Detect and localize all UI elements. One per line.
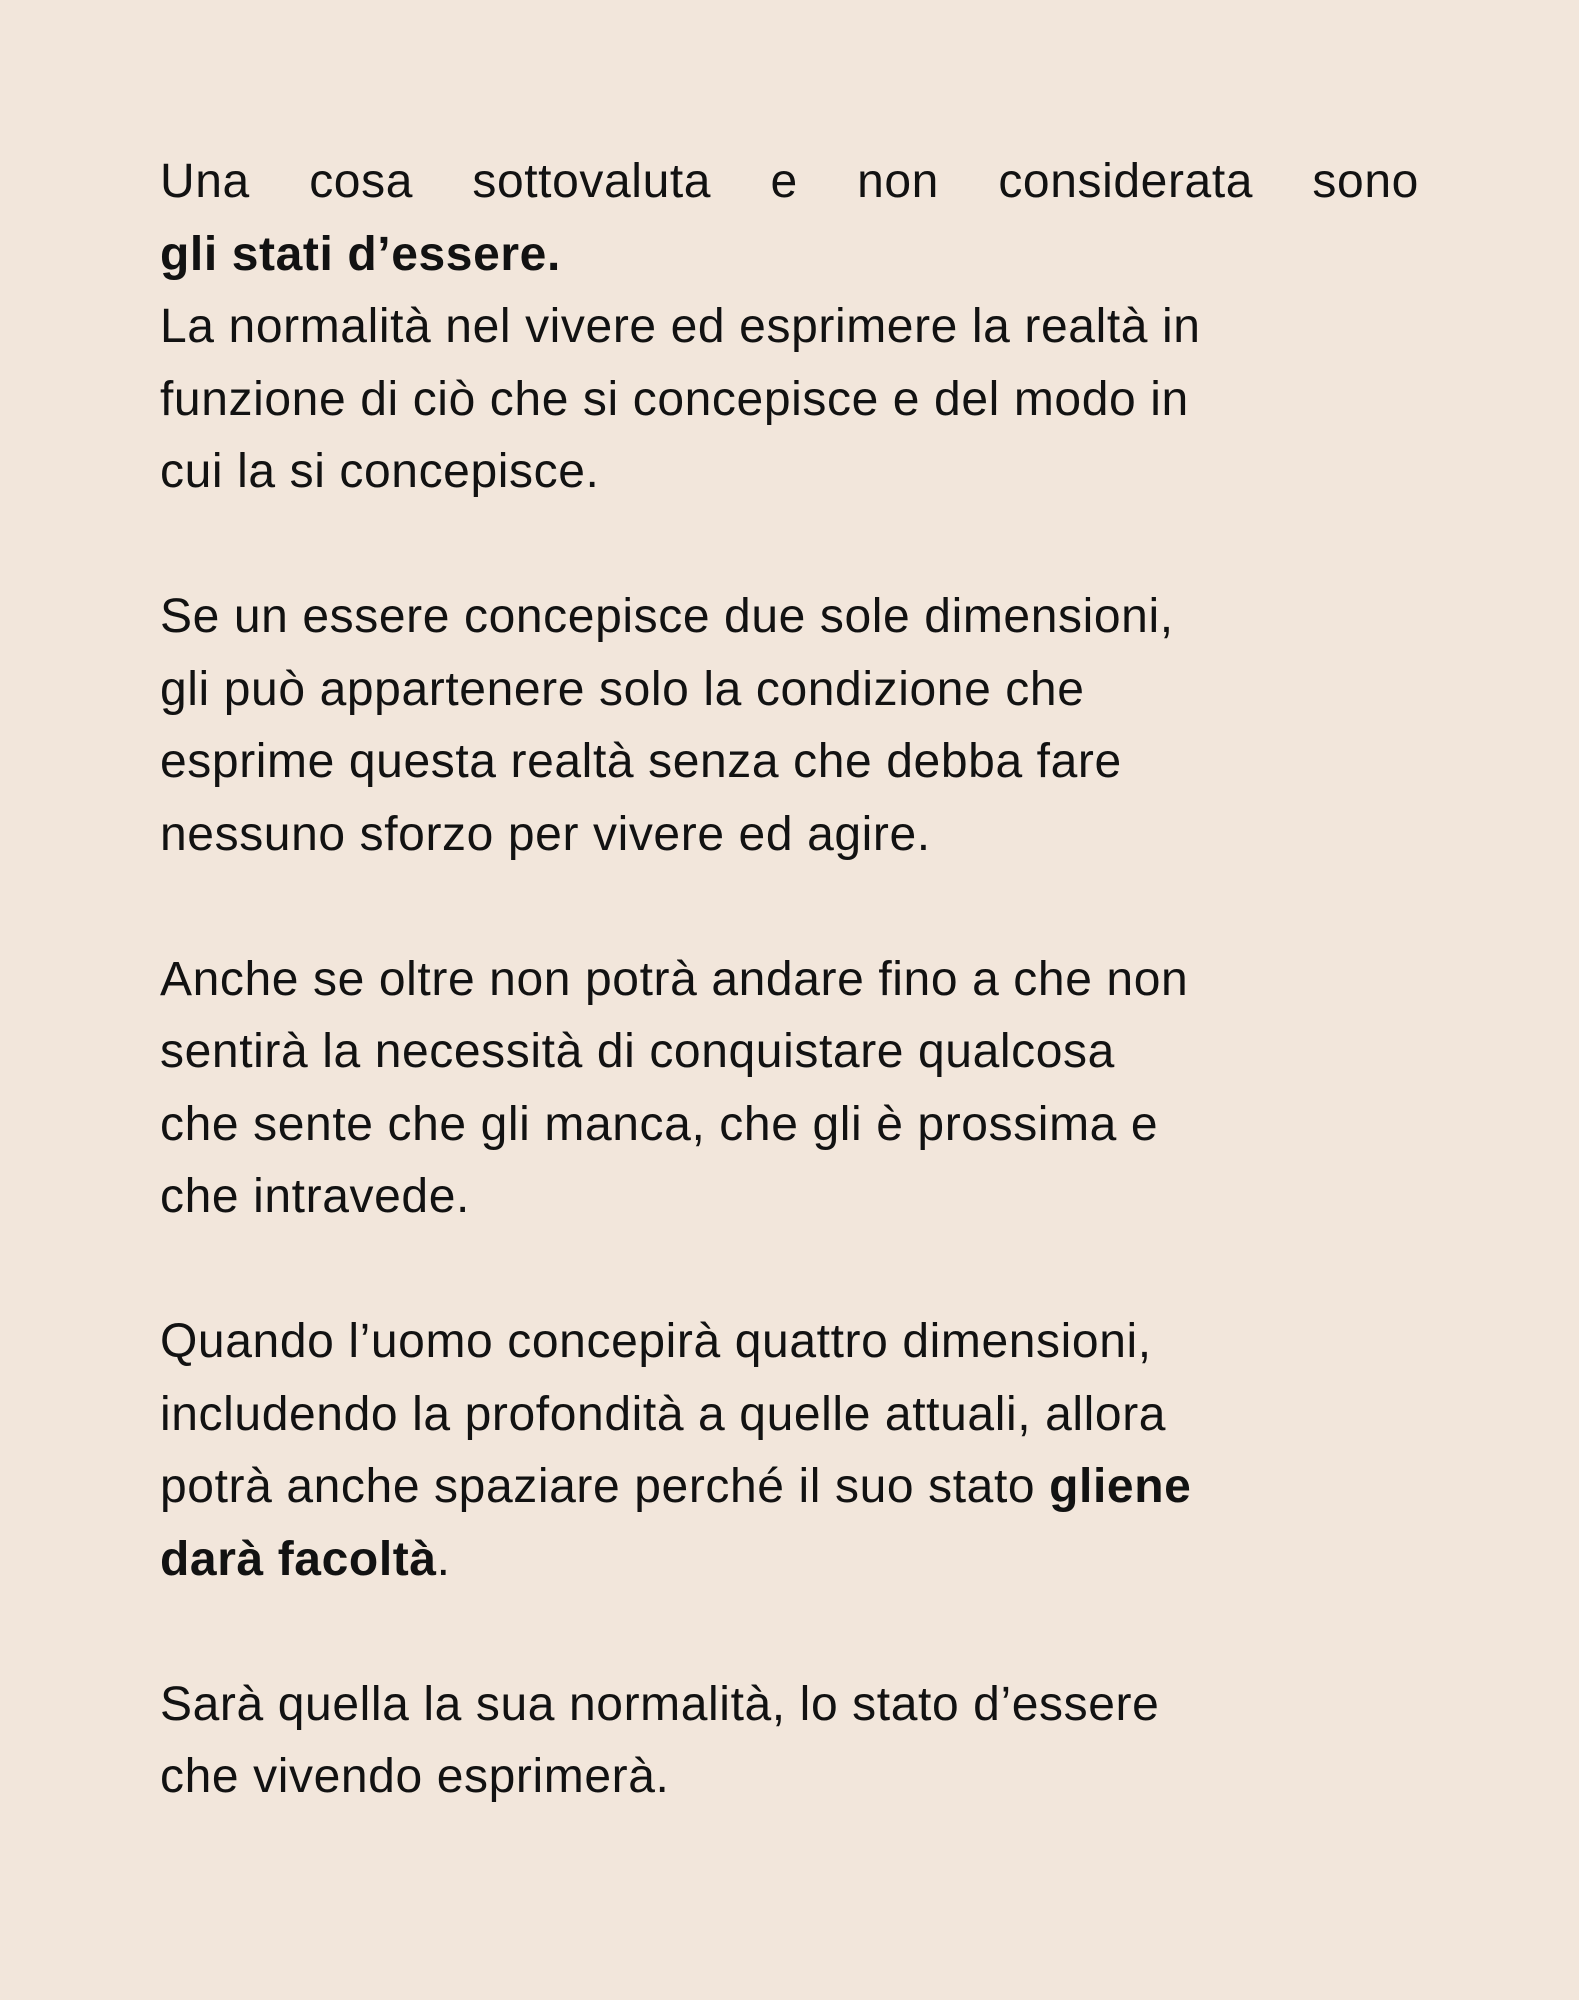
text-line: includendo la profondità a quelle attuali, allora <box>160 1387 1167 1441</box>
paragraph-1 <box>160 146 1419 509</box>
text-line: Sarà quella la sua normalità, lo stato d’essere <box>160 1677 1160 1731</box>
text-line: nessuno sforzo per vivere ed agire. <box>160 807 931 861</box>
word: sottovaluta <box>472 155 712 208</box>
word: considerata <box>998 155 1254 208</box>
text-segment: potrà anche spaziare perché il suo stato <box>160 1460 1050 1513</box>
text-line: gli può appartenere solo la condizione che <box>160 662 1085 716</box>
text-line: che sente che gli manca, che gli è prossima e <box>160 1097 1159 1151</box>
text-line <box>160 1524 1419 1597</box>
text-line: Anche se oltre non potrà andare fino a che non <box>160 952 1189 1006</box>
text-line: Quando l’uomo concepirà quattro dimensioni, <box>160 1315 1152 1368</box>
word: e <box>770 155 798 208</box>
text-line <box>160 1451 1419 1524</box>
bold-phrase: gli stati d’essere. <box>160 227 561 281</box>
word: Una <box>160 155 250 208</box>
text-segment: . <box>436 1532 451 1586</box>
text-line: che vivendo esprimerà. <box>160 1750 670 1803</box>
text-line: esprime questa realtà senza che debba fare <box>160 735 1122 788</box>
text-line: che intravede. <box>160 1170 470 1223</box>
text-line: Se un essere concepisce due sole dimensioni, <box>160 590 1174 643</box>
text-line: La normalità nel vivere ed esprimere la realtà in <box>160 300 1201 353</box>
word: sono <box>1312 155 1419 208</box>
word: non <box>857 155 939 208</box>
paragraph-3 <box>160 944 1419 1234</box>
bold-phrase: darà facoltà <box>160 1532 437 1586</box>
paragraph-2 <box>160 581 1419 871</box>
justified-line <box>160 146 1419 219</box>
bold-phrase: gliene <box>1049 1460 1192 1513</box>
text-line: cui la si concepisce. <box>160 445 600 498</box>
text-line: funzione di ciò che si concepisce e del modo in <box>160 372 1189 426</box>
text-line: sentirà la necessità di conquistare qualcosa <box>160 1025 1115 1078</box>
paragraph-5 <box>160 1669 1419 1814</box>
word: cosa <box>309 155 413 208</box>
paragraph-4 <box>160 1306 1419 1596</box>
